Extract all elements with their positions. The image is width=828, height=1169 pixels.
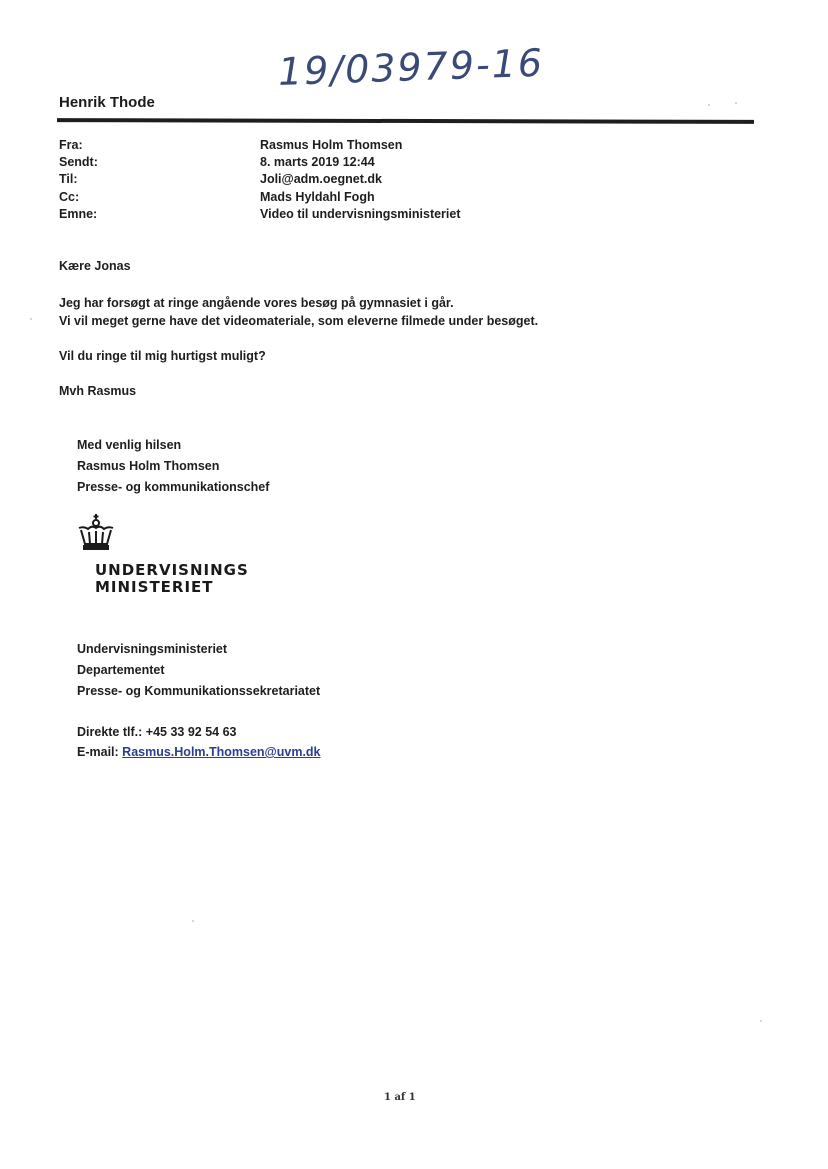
- sent-label: Sendt:: [59, 155, 98, 169]
- signature-name: Rasmus Holm Thomsen: [77, 459, 220, 473]
- message-greeting: Kære Jonas: [59, 259, 131, 273]
- sent-value: 8. marts 2019 12:44: [260, 155, 375, 169]
- signature-regards: Med venlig hilsen: [77, 438, 182, 452]
- subject-value: Video til undervisningsministeriet: [260, 207, 461, 221]
- signature-department: Departementet: [77, 663, 165, 677]
- handwritten-case-number: 19/03979-16: [277, 40, 545, 94]
- message-line-1: Jeg har forsøgt at ringe angående vores besøg på gymnasiet i går.: [59, 296, 454, 310]
- email-link[interactable]: Rasmus.Holm.Thomsen@uvm.dk: [122, 745, 321, 759]
- cc-label: Cc:: [59, 190, 80, 204]
- scan-speck: [760, 1020, 762, 1022]
- scan-speck: [708, 104, 710, 106]
- signature-title: Presse- og kommunikationschef: [77, 480, 270, 494]
- phone-label: Direkte tlf.:: [77, 725, 143, 739]
- phone-value: +45 33 92 54 63: [145, 725, 237, 739]
- logo-text-line-1: UNDERVISNINGS: [95, 561, 249, 579]
- to-label: Til:: [59, 172, 78, 186]
- message-closing: Mvh Rasmus: [59, 384, 137, 398]
- scan-speck: [735, 102, 737, 104]
- signature-phone: [77, 725, 237, 739]
- signature-org: Undervisningsministeriet: [77, 642, 228, 656]
- scan-speck: [192, 920, 194, 922]
- scan-speck: [30, 318, 32, 320]
- from-value: Rasmus Holm Thomsen: [260, 138, 403, 152]
- message-line-2: Vi vil meget gerne have det videomateriale, som eleverne filmede under besøget.: [59, 314, 539, 328]
- signature-email: [77, 745, 321, 759]
- message-line-3: Vil du ringe til mig hurtigst muligt?: [59, 349, 266, 363]
- signature-secretariat: Presse- og Kommunikationssekretariatet: [77, 684, 321, 698]
- mailbox-owner-name: Henrik Thode: [59, 94, 155, 111]
- to-value: Joli@adm.oegnet.dk: [260, 172, 382, 186]
- email-label: E-mail:: [77, 745, 119, 759]
- page-number: 1 af 1: [384, 1092, 416, 1103]
- crown-logo-icon: [76, 513, 116, 553]
- header-divider: [57, 118, 754, 124]
- from-label: Fra:: [59, 138, 83, 152]
- subject-label: Emne:: [59, 207, 98, 221]
- cc-value: Mads Hyldahl Fogh: [260, 190, 375, 204]
- logo-text-line-2: MINISTERIET: [95, 578, 214, 596]
